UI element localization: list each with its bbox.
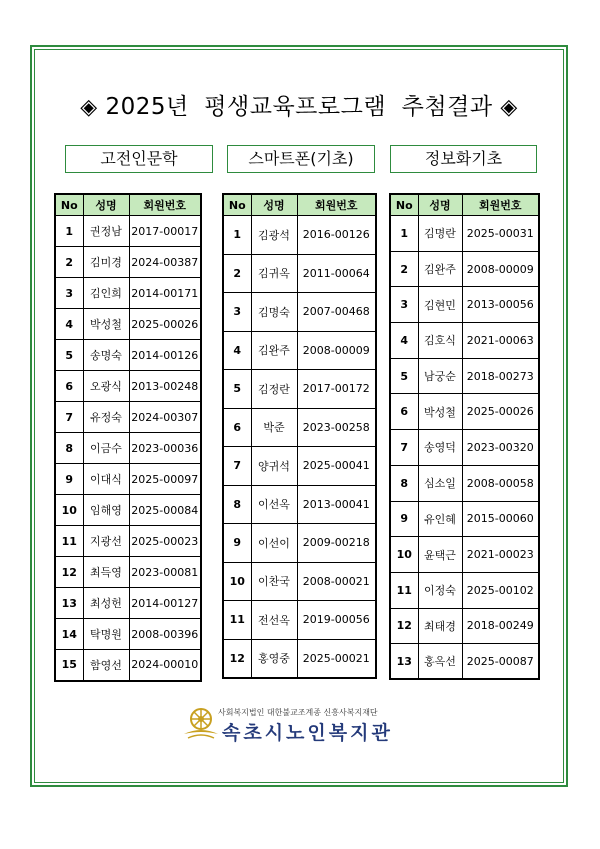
diamond-left-icon: ◈ (80, 95, 98, 120)
member-id: 2009-00218 (297, 524, 376, 563)
member-name: 박준 (251, 408, 297, 447)
member-id: 2014-00127 (129, 588, 201, 619)
table-row (55, 557, 201, 588)
row-number: 6 (390, 394, 418, 430)
table-row (223, 293, 376, 332)
header-member-id: 회원번호 (462, 194, 539, 216)
member-id: 2023-00081 (129, 557, 201, 588)
category-label-it-basics: 정보화기초 (390, 145, 537, 173)
row-number: 5 (223, 370, 251, 409)
table-row (223, 485, 376, 524)
member-id: 2025-00097 (129, 464, 201, 495)
member-name: 김인희 (83, 278, 129, 309)
table-row (55, 309, 201, 340)
row-number: 1 (223, 216, 251, 255)
member-name: 김현민 (418, 287, 462, 323)
row-number: 1 (55, 216, 83, 247)
table-row (55, 340, 201, 371)
table-row (390, 394, 539, 430)
member-name: 권정남 (83, 216, 129, 247)
member-id: 2013-00056 (462, 287, 539, 323)
row-number: 6 (55, 371, 83, 402)
row-number: 12 (390, 608, 418, 644)
table-row (55, 371, 201, 402)
table-row (390, 251, 539, 287)
category-label-smartphone: 스마트폰(기초) (227, 145, 375, 173)
table-row (390, 216, 539, 252)
table-row (55, 247, 201, 278)
org-affiliation: 사회복지법인 대한불교조계종 신흥사복지재단 (218, 708, 378, 717)
row-number: 4 (223, 331, 251, 370)
member-name: 유인혜 (418, 501, 462, 537)
member-name: 윤택근 (418, 537, 462, 573)
table-row (55, 216, 201, 247)
roster-table-smartphone (222, 193, 377, 679)
member-name: 박성철 (83, 309, 129, 340)
row-number: 13 (390, 644, 418, 680)
member-name: 김귀옥 (251, 254, 297, 293)
table-row (55, 495, 201, 526)
member-id: 2025-00102 (462, 572, 539, 608)
row-number: 12 (55, 557, 83, 588)
row-number: 12 (223, 639, 251, 678)
member-name: 김완주 (251, 331, 297, 370)
table-row (55, 464, 201, 495)
member-name: 이대식 (83, 464, 129, 495)
organization-logo (182, 706, 427, 746)
row-number: 2 (55, 247, 83, 278)
member-id: 2024-00387 (129, 247, 201, 278)
row-number: 14 (55, 619, 83, 650)
member-id: 2015-00060 (462, 501, 539, 537)
member-name: 오광식 (83, 371, 129, 402)
table-row (390, 501, 539, 537)
row-number: 4 (390, 323, 418, 359)
header-no: No (223, 194, 251, 216)
member-id: 2025-00021 (297, 639, 376, 678)
member-name: 송영덕 (418, 430, 462, 466)
table-row (223, 524, 376, 563)
table-row (55, 402, 201, 433)
row-number: 8 (390, 465, 418, 501)
member-name: 최태경 (418, 608, 462, 644)
member-name: 임해영 (83, 495, 129, 526)
table-row (223, 601, 376, 640)
table-row (390, 287, 539, 323)
member-id: 2025-00023 (129, 526, 201, 557)
header-no: No (390, 194, 418, 216)
member-name: 남궁순 (418, 358, 462, 394)
row-number: 9 (223, 524, 251, 563)
row-number: 3 (55, 278, 83, 309)
diamond-right-icon: ◈ (500, 95, 518, 120)
member-id: 2024-00307 (129, 402, 201, 433)
table-row (55, 278, 201, 309)
member-name: 유정숙 (83, 402, 129, 433)
member-id: 2008-00009 (462, 251, 539, 287)
member-id: 2008-00009 (297, 331, 376, 370)
row-number: 8 (55, 433, 83, 464)
member-name: 박성철 (418, 394, 462, 430)
member-id: 2014-00126 (129, 340, 201, 371)
member-id: 2013-00248 (129, 371, 201, 402)
member-id: 2025-00026 (129, 309, 201, 340)
row-number: 9 (390, 501, 418, 537)
table-row (55, 433, 201, 464)
member-id: 2008-00021 (297, 562, 376, 601)
member-name: 송명숙 (83, 340, 129, 371)
member-name: 함영선 (83, 650, 129, 681)
table-row (223, 447, 376, 486)
row-number: 3 (223, 293, 251, 332)
member-id: 2025-00087 (462, 644, 539, 680)
member-name: 이금수 (83, 433, 129, 464)
table-row (390, 323, 539, 359)
member-name: 김명란 (418, 216, 462, 252)
member-name: 김호식 (418, 323, 462, 359)
member-name: 이선옥 (251, 485, 297, 524)
header-no: No (55, 194, 83, 216)
member-id: 2013-00041 (297, 485, 376, 524)
member-name: 김미경 (83, 247, 129, 278)
table-row (55, 588, 201, 619)
title-text: 2025년 평생교육프로그램 추첨결과 (105, 94, 493, 120)
roster-table-it-basics (389, 193, 540, 680)
member-id: 2017-00172 (297, 370, 376, 409)
member-name: 양귀석 (251, 447, 297, 486)
dharma-wheel-icon (182, 706, 220, 742)
member-id: 2023-00320 (462, 430, 539, 466)
row-number: 10 (390, 537, 418, 573)
row-number: 4 (55, 309, 83, 340)
member-id: 2021-00023 (462, 537, 539, 573)
table-row (223, 370, 376, 409)
row-number: 11 (390, 572, 418, 608)
table-row (55, 650, 201, 681)
row-number: 13 (55, 588, 83, 619)
member-id: 2016-00126 (297, 216, 376, 255)
row-number: 1 (390, 216, 418, 252)
header-member-id: 회원번호 (129, 194, 201, 216)
member-name: 이선이 (251, 524, 297, 563)
table-row (55, 526, 201, 557)
row-number: 11 (223, 601, 251, 640)
member-name: 최득영 (83, 557, 129, 588)
row-number: 7 (223, 447, 251, 486)
member-id: 2021-00063 (462, 323, 539, 359)
member-id: 2025-00041 (297, 447, 376, 486)
table-row (390, 572, 539, 608)
table-row (390, 537, 539, 573)
row-number: 2 (390, 251, 418, 287)
member-name: 홍옥선 (418, 644, 462, 680)
row-number: 6 (223, 408, 251, 447)
member-name: 홍영중 (251, 639, 297, 678)
member-name: 최성헌 (83, 588, 129, 619)
row-number: 2 (223, 254, 251, 293)
table-row (390, 358, 539, 394)
header-member-id: 회원번호 (297, 194, 376, 216)
member-id: 2024-00010 (129, 650, 201, 681)
member-id: 2023-00258 (297, 408, 376, 447)
table-row (223, 254, 376, 293)
table-row (223, 639, 376, 678)
member-id: 2025-00031 (462, 216, 539, 252)
org-name: 속초시노인복지관 (222, 722, 393, 744)
header-name: 성명 (418, 194, 462, 216)
member-name: 이정숙 (418, 572, 462, 608)
page-title (30, 88, 568, 121)
member-id: 2023-00036 (129, 433, 201, 464)
member-id: 2019-00056 (297, 601, 376, 640)
member-id: 2018-00273 (462, 358, 539, 394)
member-name: 지광선 (83, 526, 129, 557)
row-number: 5 (390, 358, 418, 394)
row-number: 8 (223, 485, 251, 524)
row-number: 3 (390, 287, 418, 323)
member-id: 2017-00017 (129, 216, 201, 247)
member-id: 2014-00171 (129, 278, 201, 309)
table-row (223, 331, 376, 370)
row-number: 11 (55, 526, 83, 557)
row-number: 10 (55, 495, 83, 526)
table-row (390, 430, 539, 466)
member-name: 김완주 (418, 251, 462, 287)
member-name: 김광석 (251, 216, 297, 255)
member-id: 2018-00249 (462, 608, 539, 644)
roster-table-classics (54, 193, 202, 682)
member-name: 탁명원 (83, 619, 129, 650)
row-number: 7 (390, 430, 418, 466)
member-id: 2025-00026 (462, 394, 539, 430)
member-id: 2025-00084 (129, 495, 201, 526)
row-number: 7 (55, 402, 83, 433)
row-number: 10 (223, 562, 251, 601)
member-id: 2011-00064 (297, 254, 376, 293)
row-number: 9 (55, 464, 83, 495)
header-name: 성명 (83, 194, 129, 216)
member-name: 심소일 (418, 465, 462, 501)
header-name: 성명 (251, 194, 297, 216)
member-name: 김정란 (251, 370, 297, 409)
table-row (223, 562, 376, 601)
row-number: 15 (55, 650, 83, 681)
member-name: 이찬국 (251, 562, 297, 601)
member-name: 김명숙 (251, 293, 297, 332)
table-row (223, 216, 376, 255)
member-id: 2008-00396 (129, 619, 201, 650)
member-id: 2007-00468 (297, 293, 376, 332)
row-number: 5 (55, 340, 83, 371)
table-row (390, 644, 539, 680)
table-row (55, 619, 201, 650)
member-name: 전선옥 (251, 601, 297, 640)
table-row (390, 465, 539, 501)
table-row (390, 608, 539, 644)
member-id: 2008-00058 (462, 465, 539, 501)
table-row (223, 408, 376, 447)
category-label-classics: 고전인문학 (65, 145, 213, 173)
